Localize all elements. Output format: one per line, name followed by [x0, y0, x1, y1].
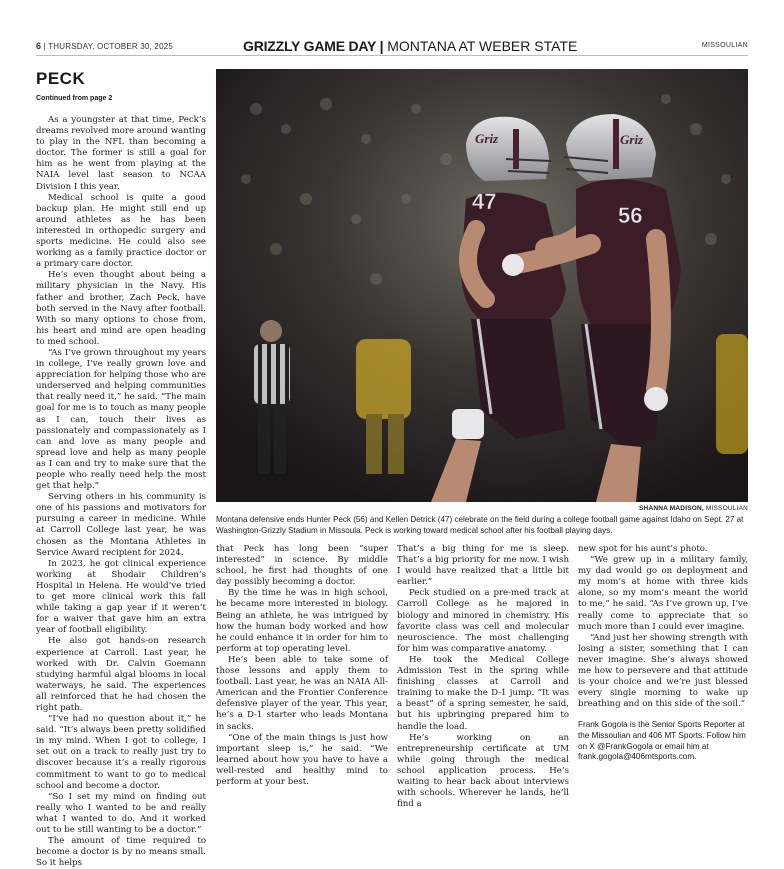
- paragraph: Peck studied on a pre-med track at Carroll College as he majored in biology and minored in chemistry. His favorite class was cell and molecular neuroscience. The most challenging for him was comparative anatomy.: [397, 588, 569, 654]
- helmet-logo-right: Griz: [620, 132, 644, 147]
- article-column-2: [216, 544, 388, 788]
- photographer-name: SHANNA MADISON,: [639, 505, 704, 512]
- paragraph: new spot for his aunt’s photo.: [578, 544, 708, 554]
- football-players-celebration-image: [216, 69, 748, 502]
- paragraph: Medical school is quite a good backup plan. He might still end up around athletes as he has been interested in orthopedic surgery and sports medicine. He could also see working as a family practice doctor or a primary care doctor.: [36, 192, 206, 270]
- paragraph: Serving others in his community is one of his passions and motivators for pursuing a career in medicine. While at Carroll College last year, he was chosen as the Montana Athletes in Service Award recipient for 2024.: [36, 492, 206, 558]
- game-photo: [216, 69, 748, 502]
- paragraph: That’s a big thing for me is sleep. That’s a big priority for me now. I wish I would have realized that a little bit earlier.”: [397, 544, 569, 588]
- issue-date: | THURSDAY, OCTOBER 30, 2025: [43, 42, 174, 51]
- jersey-number-47: 47: [472, 189, 497, 214]
- continued-line: Continued from page 2: [36, 95, 113, 102]
- paragraph: “And just her showing strength with losing a sister, something that I can never imagine. She’s always showed me how to persevere and that attitude is your choice and we’re just blessed every single morning to wake up breathing and on this side of the soil.”: [578, 632, 748, 710]
- paragraph: “I’ve had no question about it,” he said. “It’s always been pretty solidified in my mind. When I got to college, I set out on a track to really just try to discover because it’s a really rigorous commitment to want to go to medical school and become a doctor.: [36, 714, 206, 791]
- page-date-line: [36, 41, 173, 51]
- paragraph: In 2023, he got clinical experience working at Shodair Children’s Hospital in Helena. He would’ve tried to get more clinical work this fall while taking a gap year if it weren’t for a waiver that gave him an extra year of football eligibility.: [36, 558, 206, 636]
- photo-caption: Montana defensive ends Hunter Peck (56) and Kellen Detrick (47) celebrate on the field during a college football game against Idaho on Sept. 27 at Washington-Grizzly Stadium in Missoula. Peck is working toward medical school after his football playing days.: [216, 515, 744, 535]
- section-banner: [243, 38, 577, 54]
- paragraph: He’s working on an entrepreneurship certificate at UM while going through the medical school application process. He’s waiting to hear back about interviews with schools. Wherever he lands, he’ll find a: [397, 732, 569, 810]
- article-column-4: [578, 544, 748, 763]
- paragraph: He took the Medical College Admission Test in the spring while finishing classes at Carroll and training to make the D-1 jump. “It was a beast” of a spring semester, he said, but his upbringing prepared him to handle the load.: [397, 654, 569, 732]
- section-title: GRIZZLY GAME DAY |: [243, 38, 384, 54]
- article-column-3: [397, 544, 569, 810]
- paragraph: that Peck has long been “super interested” in science. By middle school, he first had thoughts of one day possibly becoming a doctor.: [216, 544, 388, 588]
- page-number: 6: [36, 41, 42, 51]
- paragraph: “We grew up in a military family, my dad would go on deployment and my mom’s at home with three kids alone, so my mom’s meant the world to me,” he said. “As I’ve grown up, I’ve really come to appreciate that so much more than I could ever imagine.: [578, 555, 748, 632]
- paragraph: He’s been able to take some of those lessons and apply them to football. Last year, he was an NAIA All-American and the Frontier Conference defensive player of the year. This year, he’s a D-1 starter who leads Montana in sacks.: [216, 654, 388, 732]
- paragraph: The amount of time required to become a doctor is by no means small. So it helps: [36, 836, 206, 869]
- author-bio: Frank Gogola is the Senior Sports Reporter at the Missoulian and 406 MT Sports. Follow him on X @FrankGogola or email him at frank.gogola@406mtsports.com.: [578, 720, 746, 762]
- paragraph: By the time he was in high school, he became more interested in biology. Being an athlete, he was intrigued by how the human body worked and how he could enhance it in order for him to perform at top operating level.: [216, 588, 388, 654]
- photo-outlet: MISSOULIAN: [705, 505, 748, 512]
- article-column-1: [36, 115, 206, 869]
- paragraph: “So I set my mind on finding out really who I wanted to be and really what I wanted to do. And it worked out to be still wanting to be a doctor.”: [36, 791, 206, 835]
- paragraph: “As I’ve grown throughout my years in college, I’ve really grown love and appreciation for helping those who are underserved and helping communities that really need it,” he said. “The main goal for me is to touch as many people as I can, touch their lives as passionately and compassionately as I can and love as many people and spread love and help as many people as I can and try to make sure that the people who really need help the most get that help.”: [36, 347, 206, 492]
- matchup-title: MONTANA AT WEBER STATE: [387, 38, 578, 54]
- article-headline: PECK: [36, 69, 86, 88]
- paragraph: He’s even thought about being a military physician in the Navy. His father and brother, Zach Peck, have both served in the Navy after football. With so many options to chose from, his heart and mind are open heading to med school.: [36, 270, 206, 347]
- photo-credit: [639, 505, 748, 512]
- paragraph: “One of the main things is just how important sleep is,” he said. “We learned about how you have to have a well-rested and healthy mind to perform at your best.: [216, 732, 388, 787]
- page-header: [36, 38, 748, 56]
- paragraph: As a youngster at that time, Peck’s dreams revolved more around wanting to play in the NFL than becoming a doctor. The former is still a goal for him as he went from playing at the NAIA level last season to NCAA Division I this year.: [36, 115, 206, 192]
- jersey-number-56: 56: [618, 203, 643, 228]
- publication-name: MISSOULIAN: [701, 42, 748, 49]
- helmet-logo-left: Griz: [475, 131, 499, 146]
- paragraph: He also got hands-on research experience at Carroll. Last year, he worked with Dr. Calvin Goemann studying harmful algal blooms in local waterways, he said. The experiences all reinforced that he had chosen the right path.: [36, 636, 206, 713]
